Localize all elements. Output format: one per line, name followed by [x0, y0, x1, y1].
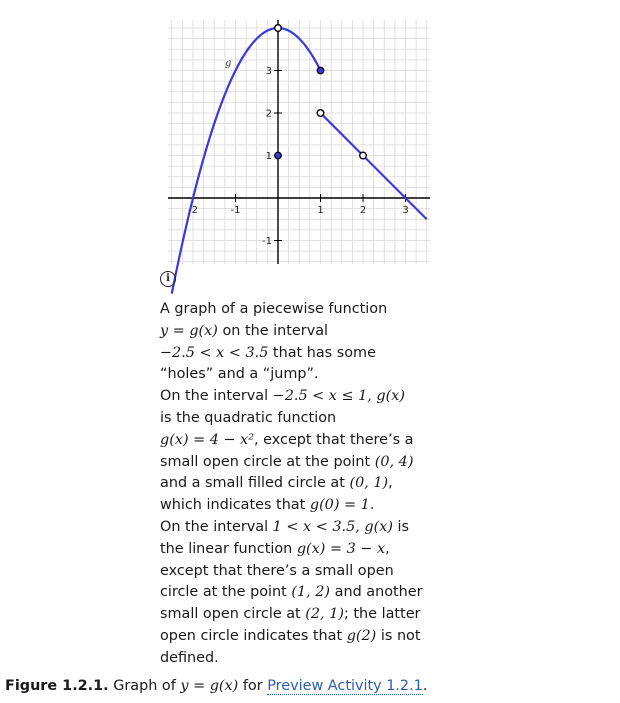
desc-line: except that there’s a small open: [160, 562, 394, 579]
caption-text: for: [238, 678, 268, 694]
desc-line: A graph of a piecewise function: [160, 301, 388, 317]
desc-line: open circle indicates that g(2) is not: [160, 627, 421, 644]
desc-line: “holes” and a “jump”.: [160, 366, 319, 383]
piecewise-graph: [168, 20, 430, 264]
filled-point: [275, 152, 282, 159]
caption-text: Graph of: [108, 678, 181, 694]
y-tick-label: 2: [265, 108, 272, 120]
x-tick-label: -1: [230, 205, 241, 216]
graph-figure: [168, 20, 430, 264]
desc-line: which indicates that g(0) = 1.: [160, 497, 375, 514]
desc-line: −2.5 < x < 3.5 that has some: [160, 344, 376, 361]
desc-line: the linear function g(x) = 3 − x,: [160, 540, 390, 557]
figure-label: Figure 1.2.1.: [5, 678, 109, 694]
graph-description: [160, 299, 445, 670]
desc-line: On the interval −2.5 < x ≤ 1, g(x): [160, 388, 405, 405]
open-point: [360, 152, 367, 159]
filled-point: [317, 67, 324, 74]
desc-line: small open circle at the point (0, 4): [160, 453, 414, 470]
open-point: [317, 110, 324, 117]
figure-caption: [5, 676, 427, 696]
desc-line: y = g(x) on the interval: [160, 322, 329, 339]
desc-line: defined.: [160, 649, 219, 666]
y-tick-label: 3: [265, 66, 272, 77]
open-point: [275, 25, 282, 32]
info-icon[interactable]: i: [160, 271, 176, 287]
x-tick-label: 3: [402, 205, 409, 216]
desc-line: is the quadratic function: [160, 409, 337, 426]
desc-line: circle at the point (1, 2) and another: [160, 584, 423, 601]
desc-line: and a small filled circle at (0, 1),: [160, 475, 393, 492]
curve-label-g: g: [225, 58, 232, 69]
desc-line: small open circle at (2, 1); the latter: [160, 606, 421, 623]
y-tick-label: -1: [262, 236, 272, 247]
desc-line: g(x) = 4 − x², except that there’s a: [160, 431, 414, 448]
desc-line: On the interval 1 < x < 3.5, g(x) is: [160, 518, 410, 535]
caption-text: .: [422, 678, 428, 694]
caption-math: y = g(x): [180, 678, 239, 694]
preview-activity-link[interactable]: Preview Activity 1.2.1: [267, 678, 423, 694]
x-tick-label: 2: [359, 205, 367, 216]
x-tick-label: 1: [317, 205, 324, 216]
y-tick-label: 1: [265, 151, 272, 162]
x-tick-label: -2: [188, 205, 198, 216]
